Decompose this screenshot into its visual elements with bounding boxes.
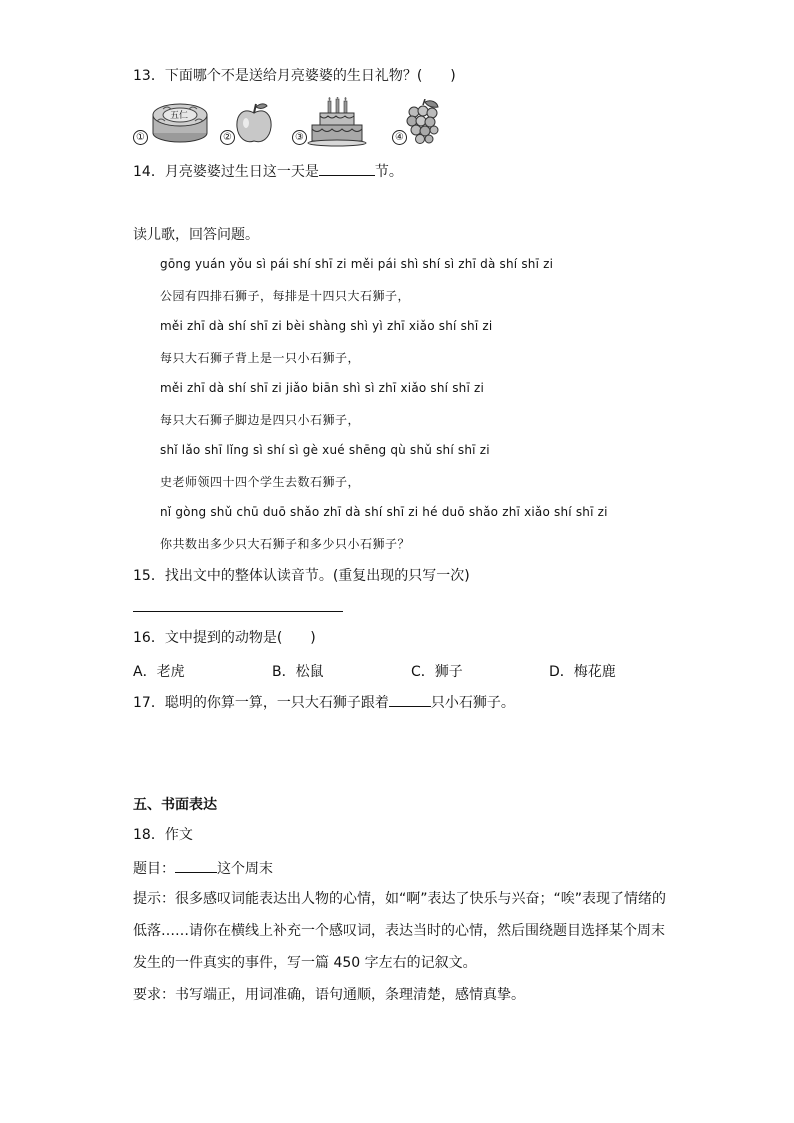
answer-blank[interactable] <box>389 692 431 707</box>
poem-hanzi-line: 史老师领四十四个学生去数石狮子， <box>160 475 361 489</box>
poem-pinyin-line: nǐ gòng shǔ chū duō shǎo zhī dà shí shī zi hé duō shǎo zhī xiǎo shí shī zi <box>160 505 608 519</box>
gift-option-4[interactable] <box>392 97 442 147</box>
poem-pinyin-line: měi zhī dà shí shī zi jiǎo biān shì sì zhī xiǎo shí shī zi <box>160 381 485 395</box>
question-17-text: 17．聪明的你算一算，一只大石狮子跟着 <box>133 695 389 711</box>
option-c[interactable]: C．狮子 <box>411 664 463 680</box>
essay-topic <box>133 858 273 878</box>
poem-hanzi-line: 每只大石狮子脚边是四只小石狮子， <box>160 413 361 427</box>
question-18-title: 18．作文 <box>133 827 193 843</box>
gift-option-1[interactable] <box>133 97 213 147</box>
question-14 <box>133 161 403 181</box>
option-b[interactable]: B．松鼠 <box>272 664 324 680</box>
question-13: 13．下面哪个不是送给月亮婆婆的生日礼物？( ) <box>133 68 456 84</box>
option-number: ② <box>220 130 235 145</box>
grapes-icon <box>405 99 441 145</box>
question-15: 15．找出文中的整体认读音节。(重复出现的只写一次) <box>133 568 470 584</box>
question-16: 16．文中提到的动物是( ) <box>133 630 316 646</box>
essay-hint-line: 低落……请你在横线上补充一个感叹词，表达当时的心情，然后围绕题目选择某个周末 <box>133 923 665 939</box>
mooncake-label: 五仁 <box>170 111 189 121</box>
poem-pinyin-line: gōng yuán yǒu sì pái shí shī zi měi pái shì shí sì zhī dà shí shī zi <box>160 257 554 271</box>
poem-hanzi-line: 每只大石狮子背上是一只小石狮子， <box>160 351 361 365</box>
poem-pinyin-line: shǐ lǎo shī lǐng sì shí sì gè xué shēng qù shǔ shí shī zi <box>160 443 490 457</box>
poem-pinyin-line: měi zhī dà shí shī zi bèi shàng shì yì zhī xiǎo shí shī zi <box>160 319 493 333</box>
topic-blank[interactable] <box>175 858 217 873</box>
answer-blank[interactable] <box>319 161 375 176</box>
section-heading: 五、书面表达 <box>133 797 217 813</box>
question-17 <box>133 692 515 712</box>
poem-hanzi-line: 公园有四排石狮子，每排是十四只大石狮子， <box>160 289 411 303</box>
topic-label: 题目： <box>133 861 175 877</box>
option-number: ④ <box>392 130 407 145</box>
apple-icon <box>235 101 273 145</box>
topic-text: 这个周末 <box>217 861 273 877</box>
birthday-cake-icon <box>306 97 368 147</box>
option-number: ③ <box>292 130 307 145</box>
question-14-suffix: 节。 <box>374 164 403 180</box>
poem-instruction: 读儿歌，回答问题。 <box>133 227 259 243</box>
gift-option-3[interactable] <box>292 97 372 147</box>
option-d[interactable]: D．梅花鹿 <box>549 664 616 680</box>
answer-line[interactable] <box>133 611 343 612</box>
option-number: ① <box>133 130 148 145</box>
mooncake-icon <box>149 97 211 147</box>
poem-hanzi-line: 你共数出多少只大石狮子和多少只小石狮子？ <box>160 537 411 551</box>
question-17-suffix: 只小石狮子。 <box>430 695 515 711</box>
essay-hint-line: 发生的一件真实的事件，写一篇 450 字左右的记叙文。 <box>133 955 477 971</box>
essay-hint-line: 提示：很多感叹词能表达出人物的心情，如“啊”表达了快乐与兴奋；“唉”表现了情绪的 <box>133 891 667 907</box>
question-14-text: 14．月亮婆婆过生日这一天是 <box>133 164 319 180</box>
option-a[interactable]: A．老虎 <box>133 664 185 680</box>
essay-requirement: 要求：书写端正，用词准确，语句通顺，条理清楚，感情真挚。 <box>133 987 525 1003</box>
gift-option-2[interactable] <box>220 97 275 147</box>
